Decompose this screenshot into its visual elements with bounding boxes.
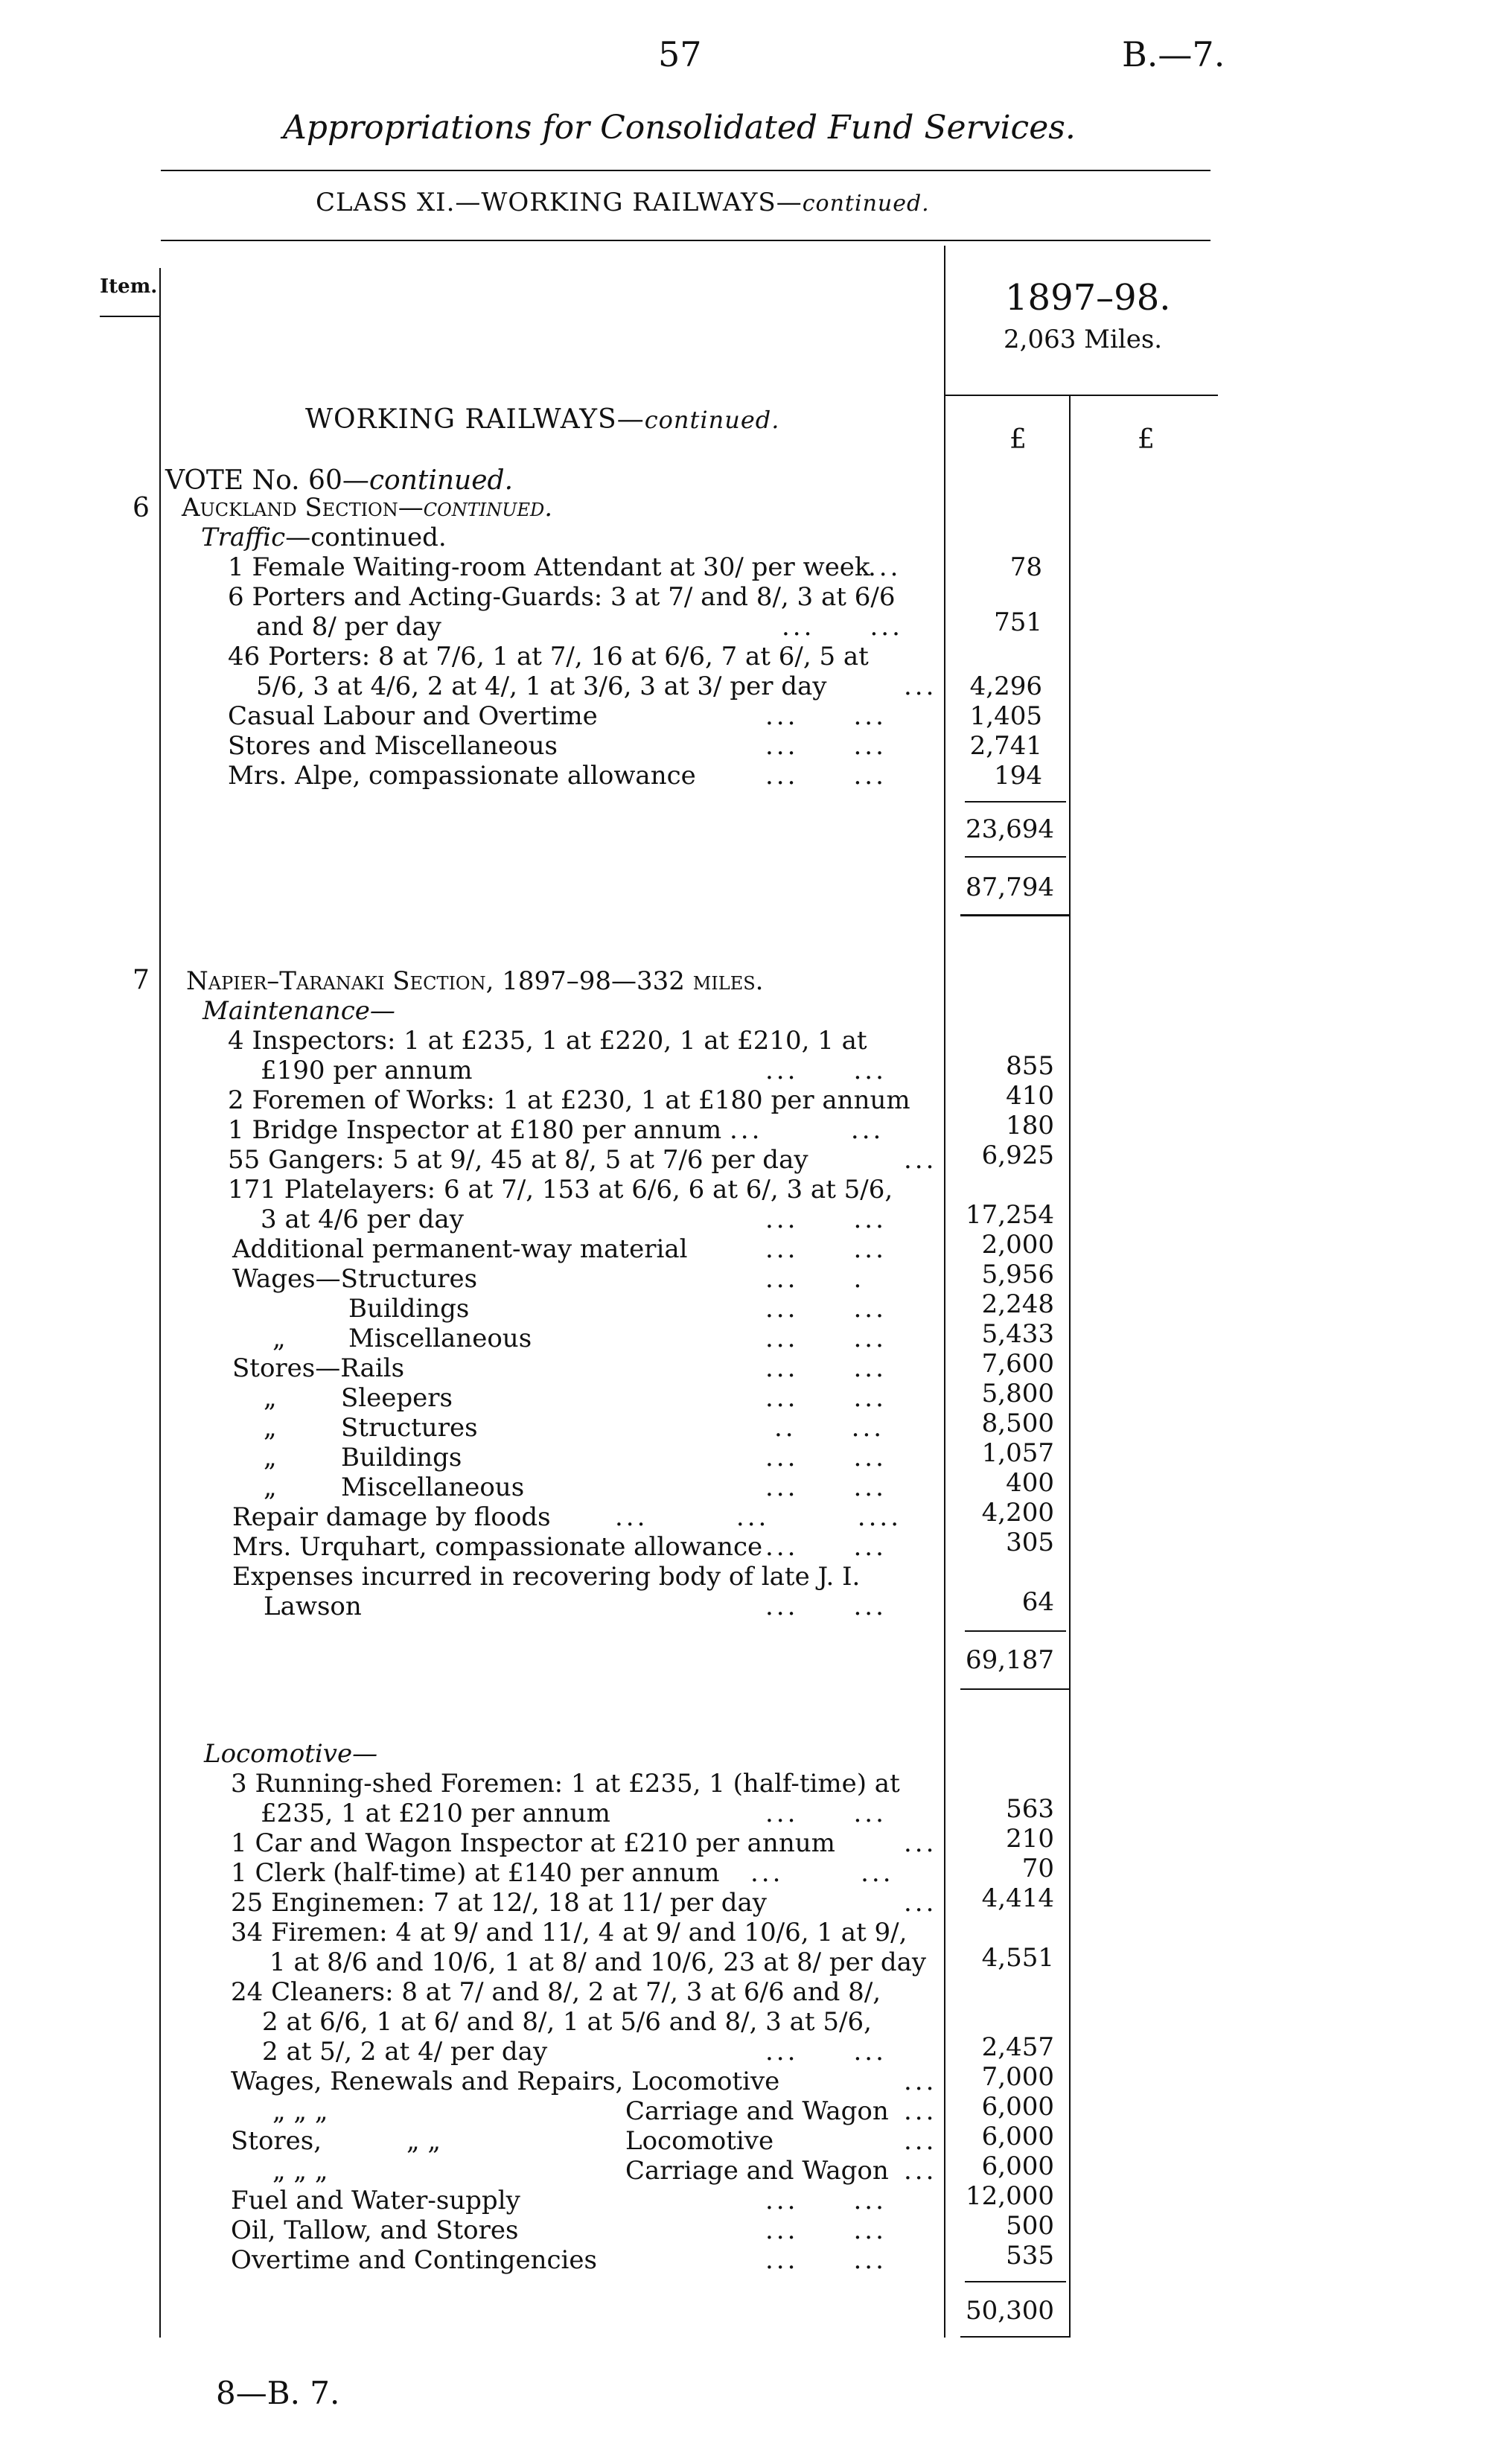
maintenance-amount-15: 4,200 [981,1498,1054,1528]
leader-dots: ... ... [765,1532,887,1562]
ditto-mark: „ [264,1443,277,1473]
year-heading: 1897–98. [1005,277,1171,319]
maintenance-row-2: 2 Foremen of Works: 1 at £230, 1 at £180 per annum [228,1085,910,1115]
leader-dots: ... ... [765,1473,887,1502]
maintenance-amount-9: 5,433 [981,1319,1054,1349]
year-rule [944,395,1218,396]
item-column-label: Item. [100,275,158,298]
locomotive-row-5-cont: 1 at 8/6 and 10/6, 1 at 8/ and 10/6, 23 at 8/ per day [269,1947,927,1977]
maintenance-amount-6: 2,000 [981,1230,1054,1260]
maintenance-amount-2: 410 [1006,1081,1054,1111]
locomotive-row-4: 25 Enginemen: 7 at 12/, 18 at 11/ per day [231,1888,768,1918]
locomotive-amount-12: 500 [1006,2211,1054,2241]
maintenance-row-5: 171 Platelayers: 6 at 7/, 153 at 6/6, 6 at 6/, 3 at 5/6, [228,1175,893,1205]
item-number-6: 6 [133,493,150,523]
maintenance-row-9: Miscellaneous [348,1324,532,1353]
leader-dots: ... ... .... [615,1502,902,1532]
total-rule [960,2336,1069,2338]
locomotive-total: 50,300 [966,2296,1054,2326]
item6-amount-6: 194 [994,761,1042,791]
leader-dots: ... ... [765,1324,887,1353]
maintenance-amount-5: 17,254 [966,1200,1054,1230]
item-column-divider [159,268,161,2338]
item6-amount-5: 2,741 [969,731,1042,761]
locomotive-row-5: 34 Firemen: 4 at 9/ and 11/, 4 at 9/ and 10/6, 1 at 9/, [231,1918,907,1947]
ditto-mark: „ [264,1473,277,1502]
locomotive-row-6-cont: 2 at 6/6, 1 at 6/ and 8/, 1 at 5/6 and 8/, 3 at 5/6, [262,2007,872,2037]
subtotal-rule [965,801,1066,803]
item6-row-2: 6 Porters and Acting-Guards: 3 at 7/ and 8/, 3 at 6/6 [228,582,896,612]
leader-dots: ... [904,2096,937,2126]
napier-taranaki-section-heading: Napier–Taranaki Section, 1897–98—332 miles. [186,966,764,996]
maintenance-amount-3: 180 [1006,1111,1054,1140]
leader-dots: ... ... [765,701,887,731]
stores-label: Stores, [231,2126,322,2156]
subtotal-rule [960,1688,1069,1690]
locomotive-amount-9: 6,000 [981,2122,1054,2151]
locomotive-amount-11: 12,000 [966,2181,1054,2211]
item-number-7: 7 [133,965,150,995]
maintenance-row-13: Buildings [341,1443,462,1473]
subtotal-rule [965,856,1066,858]
maintenance-amount-12: 8,500 [981,1408,1054,1438]
maintenance-amount-17: 64 [1021,1587,1054,1617]
section-heading: WORKING RAILWAYS—continued. [305,404,780,435]
maintenance-row-17: Expenses incurred in recovering body of late J. I. [232,1562,861,1592]
maintenance-total: 69,187 [966,1645,1054,1675]
pound-symbol-left: £ [1009,424,1027,455]
leader-dots: ... [868,552,902,582]
item6-row-3-cont: 5/6, 3 at 4/6, 2 at 4/, 1 at 3/6, 3 at 3/ per day [256,671,827,701]
amount-column-divider-mid [1069,395,1071,2338]
locomotive-amount-3: 70 [1021,1854,1054,1883]
leader-dots: ... ... [782,612,903,642]
leader-dots: ... ... [765,2245,887,2275]
maintenance-amount-14: 400 [1006,1468,1054,1498]
maintenance-row-15: Repair damage by floods [232,1502,551,1532]
class-heading: CLASS XI.—WORKING RAILWAYS—continued. [316,188,930,217]
locomotive-amount-8: 6,000 [981,2092,1054,2122]
maintenance-row-1: 4 Inspectors: 1 at £235, 1 at £220, 1 at £210, 1 at [228,1026,867,1056]
leader-dots: ... ... [765,2037,887,2067]
leader-dots: ... ... [765,1443,887,1473]
leader-dots: ... ... [765,2215,887,2245]
locomotive-amount-2: 210 [1006,1824,1054,1854]
maintenance-amount-16: 305 [1006,1528,1054,1557]
maintenance-row-4: 55 Gangers: 5 at 9/, 45 at 8/, 5 at 7/6 per day [228,1145,808,1175]
locomotive-amount-1: 563 [1006,1794,1054,1824]
maintenance-amount-10: 7,600 [981,1349,1054,1379]
leader-dots: ... ... [765,731,887,761]
class-rule [161,240,1210,241]
ditto-mark: „ [264,1413,277,1443]
maintenance-row-1-cont: £190 per annum [261,1056,473,1085]
maintenance-row-5-cont: 3 at 4/6 per day [261,1205,464,1234]
ditto-marks: „ „ [406,2126,441,2156]
leader-dots: ... [904,1828,937,1858]
locomotive-subheading: Locomotive— [204,1739,378,1769]
page-footer: 8—B. 7. [216,2375,340,2411]
locomotive-amount-10: 6,000 [981,2151,1054,2181]
maintenance-amount-7: 5,956 [981,1260,1054,1289]
subtotal-rule [965,2281,1066,2282]
item6-amount-1: 78 [1009,552,1042,582]
maintenance-amount-11: 5,800 [981,1379,1054,1408]
maintenance-row-11: Sleepers [341,1383,453,1413]
locomotive-row-8: Carriage and Wagon [625,2096,889,2126]
item6-row-1: 1 Female Waiting-room Attendant at 30/ per week [228,552,870,582]
ditto-mark: „ [272,1324,286,1353]
traffic-subheading: Traffic—continued. [201,523,447,552]
item6-amount-3: 4,296 [969,671,1042,701]
maintenance-amount-13: 1,057 [981,1438,1054,1468]
locomotive-row-11: Fuel and Water-supply [231,2186,520,2215]
document-reference: B.—7. [1122,34,1225,74]
maintenance-row-10: Stores—Rails [232,1353,405,1383]
locomotive-row-1-cont: £235, 1 at £210 per annum [261,1799,610,1828]
miles-heading: 2,063 Miles. [1004,325,1163,354]
locomotive-row-6-cont2: 2 at 5/, 2 at 4/ per day [262,2037,548,2067]
maintenance-amount-8: 2,248 [981,1289,1054,1319]
locomotive-row-12: Oil, Tallow, and Stores [231,2215,519,2245]
maintenance-amount-1: 855 [1006,1051,1054,1081]
ditto-mark: „ [264,1383,277,1413]
item6-subtotal: 23,694 [966,814,1054,844]
maintenance-row-8: Buildings [348,1294,470,1324]
maintenance-row-3: 1 Bridge Inspector at £180 per annum [228,1115,722,1145]
locomotive-row-3: 1 Clerk (half-time) at £140 per annum [231,1858,720,1888]
leader-dots: ... ... [765,1056,887,1085]
leader-dots: ... ... [765,761,887,791]
leader-dots: ... [904,1145,937,1175]
locomotive-amount-7: 7,000 [981,2062,1054,2092]
leader-dots: ... [904,671,937,701]
leader-dots: ... [904,1888,937,1918]
item6-amount-4: 1,405 [969,701,1042,731]
pound-symbol-right: £ [1138,424,1155,455]
maintenance-row-14: Miscellaneous [341,1473,525,1502]
maintenance-row-17-cont: Lawson [264,1592,362,1621]
leader-dots: ... [904,2126,937,2156]
locomotive-row-2: 1 Car and Wagon Inspector at £210 per annum [231,1828,835,1858]
locomotive-row-6: 24 Cleaners: 8 at 7/ and 8/, 2 at 7/, 3 at 6/6 and 8/, [231,1977,881,2007]
item6-row-5: Stores and Miscellaneous [228,731,558,761]
leader-dots: ... ... [750,1858,894,1888]
vote-heading: VOTE No. 60—continued. [165,465,514,496]
maintenance-row-6: Additional permanent-way material [232,1234,688,1264]
leader-dots: ... ... [765,1592,887,1621]
leader-dots: ... ... [765,1383,887,1413]
item6-row-2-cont: and 8/ per day [256,612,441,642]
leader-dots: ... ... [765,1205,887,1234]
item6-total: 87,794 [966,872,1054,902]
item6-amount-2: 751 [994,607,1042,637]
ditto-marks: „ „ „ [272,2156,328,2186]
item6-row-6: Mrs. Alpe, compassionate allowance [228,761,696,791]
leader-dots: ... [904,2156,937,2186]
leader-dots: ... ... [765,1234,887,1264]
locomotive-amount-4: 4,414 [981,1883,1054,1913]
leader-dots: ... [904,2067,937,2096]
maintenance-amount-4: 6,925 [981,1140,1054,1170]
leader-dots: ... ... [765,1799,887,1828]
page-subtitle: Appropriations for Consolidated Fund Services. [283,109,1076,147]
locomotive-row-10: Carriage and Wagon [625,2156,889,2186]
subtotal-rule [965,1630,1066,1632]
total-rule [960,914,1069,916]
item-label-rule [100,316,159,317]
leader-dots: ... ... [765,1353,887,1383]
leader-dots: ... ... [730,1115,884,1145]
leader-dots: ... . [765,1264,865,1294]
auckland-section-heading: Auckland Section—continued. [182,493,553,523]
maintenance-row-12: Structures [341,1413,478,1443]
maintenance-subheading: Maintenance— [202,996,395,1026]
locomotive-amount-5: 4,551 [981,1943,1054,1973]
maintenance-row-7: Wages—Structures [232,1264,478,1294]
locomotive-row-1: 3 Running-shed Foremen: 1 at £235, 1 (half-time) at [231,1769,900,1799]
leader-dots: ... ... [765,1294,887,1324]
maintenance-row-16: Mrs. Urquhart, compassionate allowance [232,1532,763,1562]
top-rule [161,170,1210,171]
locomotive-row-13: Overtime and Contingencies [231,2245,597,2275]
leader-dots: ... ... [765,2186,887,2215]
page-number: 57 [658,34,702,74]
item6-row-3: 46 Porters: 8 at 7/6, 1 at 7/, 16 at 6/6, 7 at 6/, 5 at [228,642,869,671]
locomotive-row-9: Locomotive [625,2126,774,2156]
locomotive-row-7: Wages, Renewals and Repairs, Locomotive [231,2067,780,2096]
ditto-marks: „ „ „ [272,2096,328,2126]
locomotive-amount-13: 535 [1006,2241,1054,2271]
locomotive-amount-6: 2,457 [981,2032,1054,2062]
leader-dots: .. ... [774,1413,885,1443]
item6-row-4: Casual Labour and Overtime [228,701,598,731]
